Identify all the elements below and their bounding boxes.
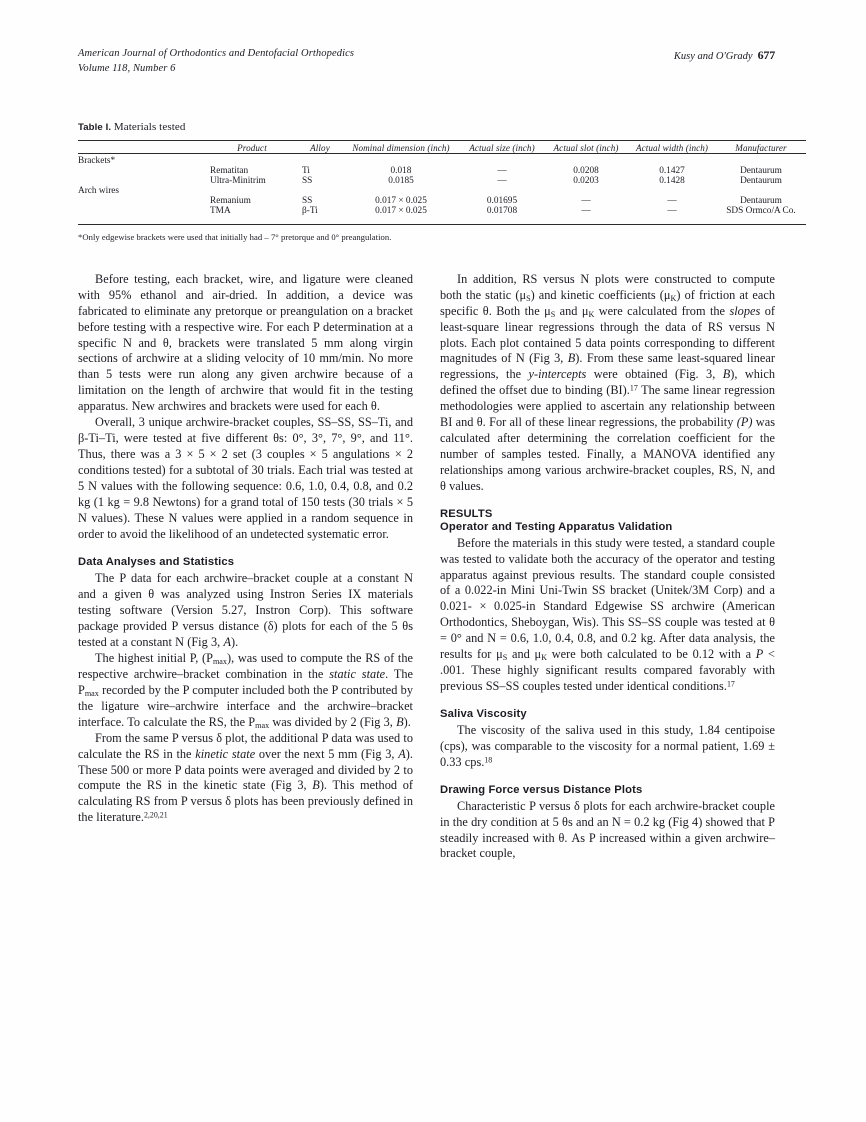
running-head [78, 47, 775, 77]
table-row [78, 206, 806, 216]
cell-alloy: SS [302, 175, 313, 186]
text-run: Before the materials in this study were tested, a standard couple was tested to validate both the accuracy of the operator and testing apparatus against previous results. The standard couple consisted of a 0.022-in Mini Uni-Twin SS bracket (Unitek/3M Corp) and a 0.021- × 0.025-in Standard Edgewise SS archwire (American Orthodontics, Sheboygan, Wis). This SS–SS couple was tested at θ = 0° and N = 0.6, 1.0, 0.4, 0.8, and 0.2 kg. After data analysis, the results for μ [440, 535, 775, 662]
cell-nominal-dimension: 0.0185 [388, 175, 414, 186]
table-row [78, 196, 806, 206]
text-run: The highest initial P, (P [95, 651, 213, 666]
text-italic: kinetic state [195, 746, 256, 761]
col-header-alloy: Alloy [310, 142, 330, 153]
cell-actual-slot: 0.0208 [573, 165, 599, 176]
paragraph-overall-couples: Overall, 3 unique archwire-bracket couples, SS–SS, SS–Ti, and β-Ti–Ti, were tested at five different θs: 0°, 3°, 7°, 9°, and 11°. Thus, there was a 3 × 5 × 2 set (3 couples × 5 angulations × 2 conditions tested) for a subtotal of 30 trials. Each trial was tested at 5 N values with the following sequence: 0.6, 1.0, 0.4, 0.8, and 0.2 kg (1 kg = 9.8 Newtons) for a grand total of 150 tests (30 trials × 5 N values). These N values were applied in a random sequence in order to avoid the likelihood of an undetected systematic error. [78, 415, 413, 541]
cell-actual-width: — [667, 195, 677, 206]
cell-actual-size: 0.01708 [486, 205, 518, 216]
text-run: were both calculated to be 0.12 with a [547, 647, 756, 662]
cell-actual-size: 0.01695 [486, 195, 518, 206]
text-italic: y-intercepts [528, 367, 587, 382]
table-header-row [78, 143, 806, 154]
table-footnote: *Only edgewise brackets were used that initially had – 7° pretorque and 0° preangulation. [78, 231, 392, 242]
journal-title: American Journal of Orthodontics and Dentofacial Orthopedics [78, 48, 355, 59]
paragraph-before-testing: Before testing, each bracket, wire, and ligature were cleaned with 95% ethanol and air-dried. In addition, a device was fabricated to eliminate any pretorque or preangulation on a bracket before testing with a respective wire. For each P determination at a specific N and θ, brackets were translated 5 mm along virgin sections of archwire at a sliding velocity of 10 mm/min. No more than 5 tests were run along any given archwire because of a limitation on the length of archwire that would fit in the testing apparatus. New archwires and brackets were used for each θ. [78, 271, 413, 414]
table-caption [78, 121, 775, 133]
text-run: recorded by the P computer included both the P contributed by the ligature wire–archwire interface and the archwire–bracket interface. To calculate the RS, the P [78, 682, 413, 729]
cell-actual-width: 0.1427 [659, 165, 685, 176]
text-run: and μ [555, 303, 589, 318]
col-header-actual-width: Actual width (inch) [635, 142, 709, 153]
text-run: ). [403, 714, 411, 729]
text-run: ). This method of calculating RS from P versus δ plots has been previously defined in the literature. [78, 778, 413, 825]
subscript-s: S [550, 309, 556, 319]
cell-actual-width: — [667, 205, 677, 216]
text-run: ), which defined the offset due to binding (BI). [440, 367, 775, 398]
table-spacer [78, 216, 806, 225]
cell-alloy: β-Ti [302, 205, 318, 216]
subscript-max: max [255, 720, 270, 730]
text-run: and μ [507, 647, 542, 662]
text-run: The P data for each archwire–bracket couple at a constant N and a given θ was analyzed using Instron Series IX materials testing software (Version 5.27, Instron Corp). This software package provided P versus distance (δ) plots for each of the 5 θs tested at a constant N (Fig 3, [78, 571, 413, 650]
body-columns [78, 272, 775, 863]
subscript-max: max [84, 689, 99, 699]
cell-manufacturer: Dentaurum [740, 195, 782, 206]
cell-product: Ultra-Minitrim [210, 175, 266, 186]
paragraph-p-data-instron [78, 571, 413, 651]
table-row [78, 176, 806, 186]
paragraph-kinetic-state [78, 731, 413, 827]
subscript-s: S [526, 293, 531, 303]
table-group-row [78, 186, 806, 196]
text-italic: (P) [736, 415, 753, 430]
heading-drawing-force-versus-distance-plots: Drawing Force versus Distance Plots [440, 783, 643, 796]
text-italic: B [312, 778, 320, 793]
text-run: of least-square linear regressions through the data of RS versus N plots. Each plot contained 5 data points corresponding to different magnitudes of N (Fig 3, [440, 303, 775, 366]
superscript-citation: 18 [484, 755, 493, 765]
text-run: were obtained (Fig. 3, [586, 367, 723, 382]
table-caption-text: Materials tested [113, 120, 186, 133]
cell-nominal-dimension: 0.018 [390, 165, 412, 176]
text-italic: B [722, 367, 731, 382]
text-run: In addition, RS versus N plots were constructed to compute both the static (μ [440, 271, 775, 302]
text-run: ). From these same least-squared linear regressions, the [440, 351, 775, 382]
col-header-nominal-dimension: Nominal dimension (inch) [352, 142, 450, 153]
heading-operator-and-testing-apparatus-validation: Operator and Testing Apparatus Validation [440, 520, 673, 533]
text-run: was calculated after determining the correlation coefficient for the number of samples tested. Finally, a MANOVA identified any relationships among various archwire-bracket couples, RS, N, and θ values. [440, 415, 775, 493]
cell-actual-slot: — [581, 205, 591, 216]
paragraph-standard-couple-validation [440, 536, 775, 695]
subscript-k: K [670, 293, 677, 303]
col-header-actual-slot: Actual slot (inch) [553, 142, 619, 153]
table-label: Table I. [78, 121, 112, 133]
superscript-citation: 17 [629, 383, 638, 393]
table-body [78, 156, 806, 227]
cell-manufacturer: Dentaurum [740, 165, 782, 176]
text-italic: A [398, 746, 406, 761]
superscript-citation: 17 [726, 679, 735, 689]
cell-manufacturer: Dentaurum [740, 175, 782, 186]
group-label-arch-wires: Arch wires [78, 185, 120, 196]
col-header-actual-size: Actual size (inch) [469, 142, 535, 153]
col-header-product: Product [237, 142, 267, 153]
text-italic: B [396, 714, 404, 729]
running-head-left [78, 47, 354, 77]
table-row [78, 166, 806, 176]
superscript-citation: 2,20,21 [143, 810, 168, 820]
text-run: were calculated from the [594, 303, 730, 318]
paragraph-rs-versus-n-plots [440, 272, 775, 495]
subscript-max: max [212, 657, 227, 667]
page-content [78, 47, 796, 862]
text-run: From the same P versus δ plot, the additional P data was used to calculate the RS in the [78, 730, 413, 761]
right-column [440, 272, 775, 863]
text-run: The viscosity of the saliva used in this study, 1.84 centipoise (cps), was comparable to the viscosity for a normal patient, 1.69 ± 0.33 cps. [440, 722, 775, 769]
cell-actual-slot: 0.0203 [573, 175, 599, 186]
left-column [78, 272, 413, 826]
heading-data-analyses-and-statistics: Data Analyses and Statistics [78, 556, 235, 569]
cell-product: TMA [210, 205, 231, 216]
cell-manufacturer: SDS Ormco/A Co. [726, 205, 796, 216]
text-italic: static state [329, 667, 386, 682]
cell-actual-size: — [497, 175, 507, 186]
col-header-manufacturer: Manufacturer [735, 142, 787, 153]
text-italic: slopes [729, 303, 761, 318]
text-run: ). These 500 or more P data points were averaged and divided by 2 to compute the RS in the kinetic state (Fig 3, [78, 746, 413, 793]
cell-actual-size: — [497, 165, 507, 176]
cell-product: Remanium [210, 195, 251, 206]
running-head-right [674, 47, 775, 65]
text-italic: B [567, 351, 576, 366]
paragraph-drawing-force-plots: Characteristic P versus δ plots for each archwire-bracket couple in the dry condition at 5 θs and an N = 0.2 kg (Fig 4) showed that P steadily increased with θ. As P increased within a given archwire–bracket couple, [440, 798, 775, 861]
heading-saliva-viscosity: Saliva Viscosity [440, 707, 527, 720]
text-run: ). [230, 635, 239, 650]
cell-actual-width: 0.1428 [659, 175, 685, 186]
text-run: ) of friction at each specific θ. Both the μ [440, 287, 775, 318]
table-block [78, 120, 796, 242]
paragraph-saliva-viscosity [440, 723, 775, 771]
text-italic: P [755, 647, 764, 662]
cell-alloy: SS [302, 195, 313, 206]
subscript-k: K [588, 309, 595, 319]
cell-nominal-dimension: 0.017 × 0.025 [375, 195, 427, 206]
text-run: . The P [78, 667, 413, 697]
text-italic: A [223, 635, 231, 650]
authors-name: Kusy and O'Grady [673, 51, 753, 62]
subscript-s: S [502, 653, 508, 663]
paragraph-highest-initial-p [78, 651, 413, 731]
group-label-brackets: Brackets* [78, 155, 116, 166]
text-run: ) and kinetic coefficients (μ [530, 287, 671, 302]
materials-table [78, 140, 806, 227]
table-group-row [78, 156, 806, 166]
heading-results: RESULTS [440, 507, 493, 520]
text-run: < .001. These highly significant results compared favorably with previous SS–SS couples tested under identical conditions. [440, 647, 776, 694]
text-run: over the next 5 mm (Fig 3, [255, 746, 399, 761]
page-number: 677 [757, 48, 775, 62]
subscript-k: K [541, 653, 548, 663]
text-run: ), was used to compute the RS of the respective archwire–bracket combination in the [78, 651, 413, 682]
col-header-blank [78, 143, 206, 154]
text-run: The same linear regression methodologies were applied to ascertain any relationship between BI and θ. For all of these linear regressions, the probability [440, 383, 775, 430]
cell-product: Rematitan [210, 165, 249, 176]
table-header [78, 140, 806, 156]
cell-nominal-dimension: 0.017 × 0.025 [375, 205, 427, 216]
table-rule-bottom [78, 224, 806, 227]
cell-alloy: Ti [302, 165, 310, 176]
text-run: was divided by 2 (Fig 3, [269, 714, 397, 729]
cell-actual-slot: — [581, 195, 591, 206]
volume-number: Volume 118, Number 6 [78, 62, 176, 74]
